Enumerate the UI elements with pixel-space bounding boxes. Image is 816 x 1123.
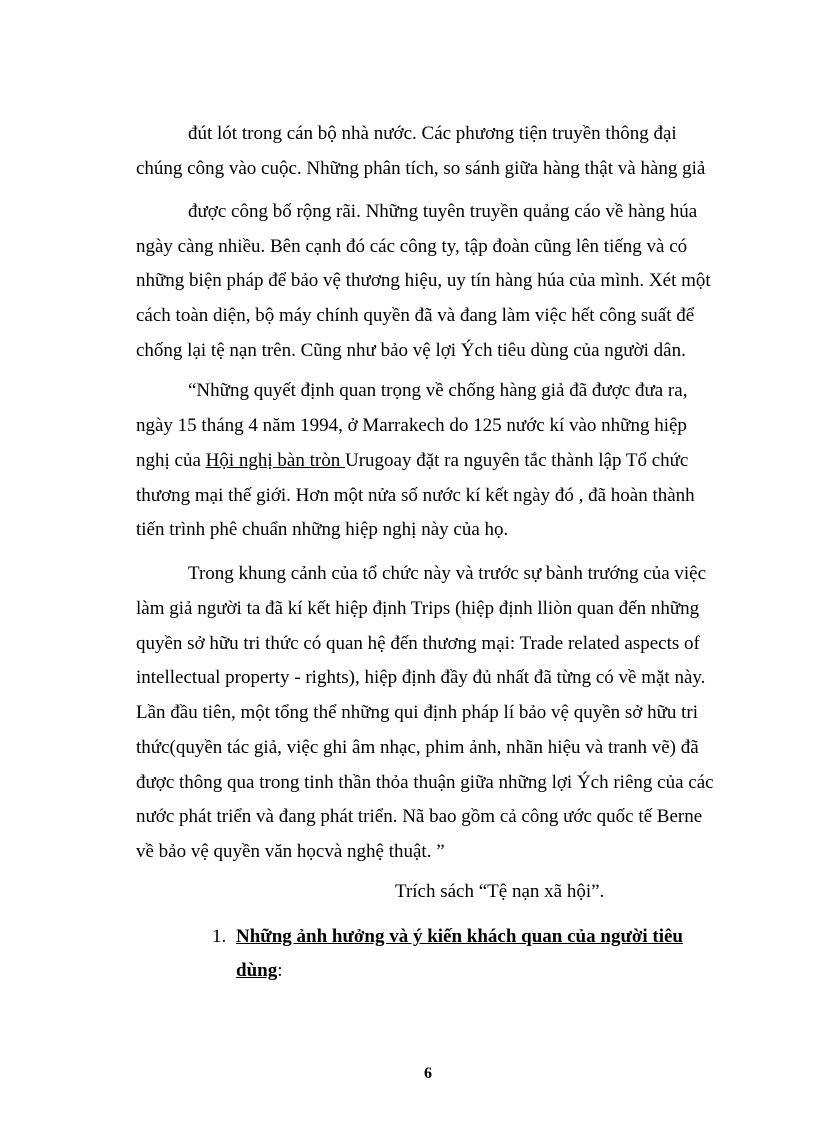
quote-line: được thông qua trong tinh thần thỏa thuận giữa những lợi Ých riêng của các	[136, 772, 714, 793]
section-heading	[212, 925, 752, 985]
quote-line-mixed	[136, 449, 688, 473]
quote-line: ngày 15 tháng 4 năm 1994, ở Marrakech do 125 nước kí vào những hiệp	[136, 415, 687, 436]
paragraph-line: đút lót trong cán bộ nhà nước. Các phương tiện truyền thông đại	[188, 123, 677, 144]
paragraph-line: những biện pháp để bảo vệ thương hiệu, uy tín hàng húa của mình. Xét một	[136, 270, 711, 291]
paragraph-line: cách toàn diện, bộ máy chính quyền đã và đang làm việc hết công suất để	[136, 305, 695, 326]
section-title-colon: :	[277, 960, 283, 981]
quote-line: thương mại thế giới. Hơn một nửa số nước kí kết ngày đó , đã hoàn thành	[136, 485, 695, 506]
quote-line: Trong khung cảnh của tổ chức này và trước sự bành trướng của việc	[188, 563, 707, 584]
paragraph-line: chống lại tệ nạn trên. Cũng như bảo vệ lợi Ých tiêu dùng của người dân.	[136, 340, 686, 361]
quote-line: về bảo vệ quyền văn họcvà nghệ thuật. ”	[136, 841, 445, 862]
citation: Trích sách “Tệ nạn xã hội”.	[395, 881, 605, 902]
quote-line: Lần đầu tiên, một tổng thể những qui định pháp lí bảo vệ quyền sở hữu tri	[136, 702, 699, 723]
underlined-term: Hội nghị bàn tròn	[205, 450, 345, 471]
quote-line: thức(quyền tác giả, việc ghi âm nhạc, phim ảnh, nhãn hiệu và tranh vẽ) đã	[136, 737, 699, 758]
section-title-line2: dùng	[236, 960, 278, 981]
text-segment: Urugoay đặt ra nguyên tắc thành lập Tổ chức	[344, 450, 689, 471]
paragraph-line: được công bố rộng rãi. Những tuyên truyền quảng cáo về hàng húa	[188, 201, 698, 222]
page-number: 6	[424, 1065, 432, 1082]
quote-line: tiến trình phê chuẩn những hiệp nghị này của họ.	[136, 519, 509, 540]
text-segment: nghị của	[136, 450, 206, 471]
quote-line: intellectual property - rights), hiệp định đầy đủ nhất đã từng có về mặt này.	[136, 667, 706, 688]
section-number: 1.	[212, 926, 227, 947]
quote-line: nước phát triển và đang phát triển. Nã bao gồm cả công ước quốc tế Berne	[136, 806, 703, 827]
quote-line: quyền sở hữu tri thức có quan hệ đến thương mại: Trade related aspects of	[136, 633, 700, 654]
section-title-line1: Những ảnh hưởng và ý kiến khách quan của người tiêu	[236, 926, 684, 947]
quote-line: làm giả người ta đã kí kết hiệp định Trips (hiệp định lliòn quan đến những	[136, 598, 700, 619]
paragraph-line: ngày càng nhiều. Bên cạnh đó các công ty, tập đoàn cũng lên tiếng và có	[136, 236, 688, 257]
quote-line: “Những quyết định quan trọng về chống hàng giả đã được đưa ra,	[188, 380, 688, 401]
paragraph-line: chúng công vào cuộc. Những phân tích, so sánh giữa hàng thật và hàng giả	[136, 158, 706, 179]
